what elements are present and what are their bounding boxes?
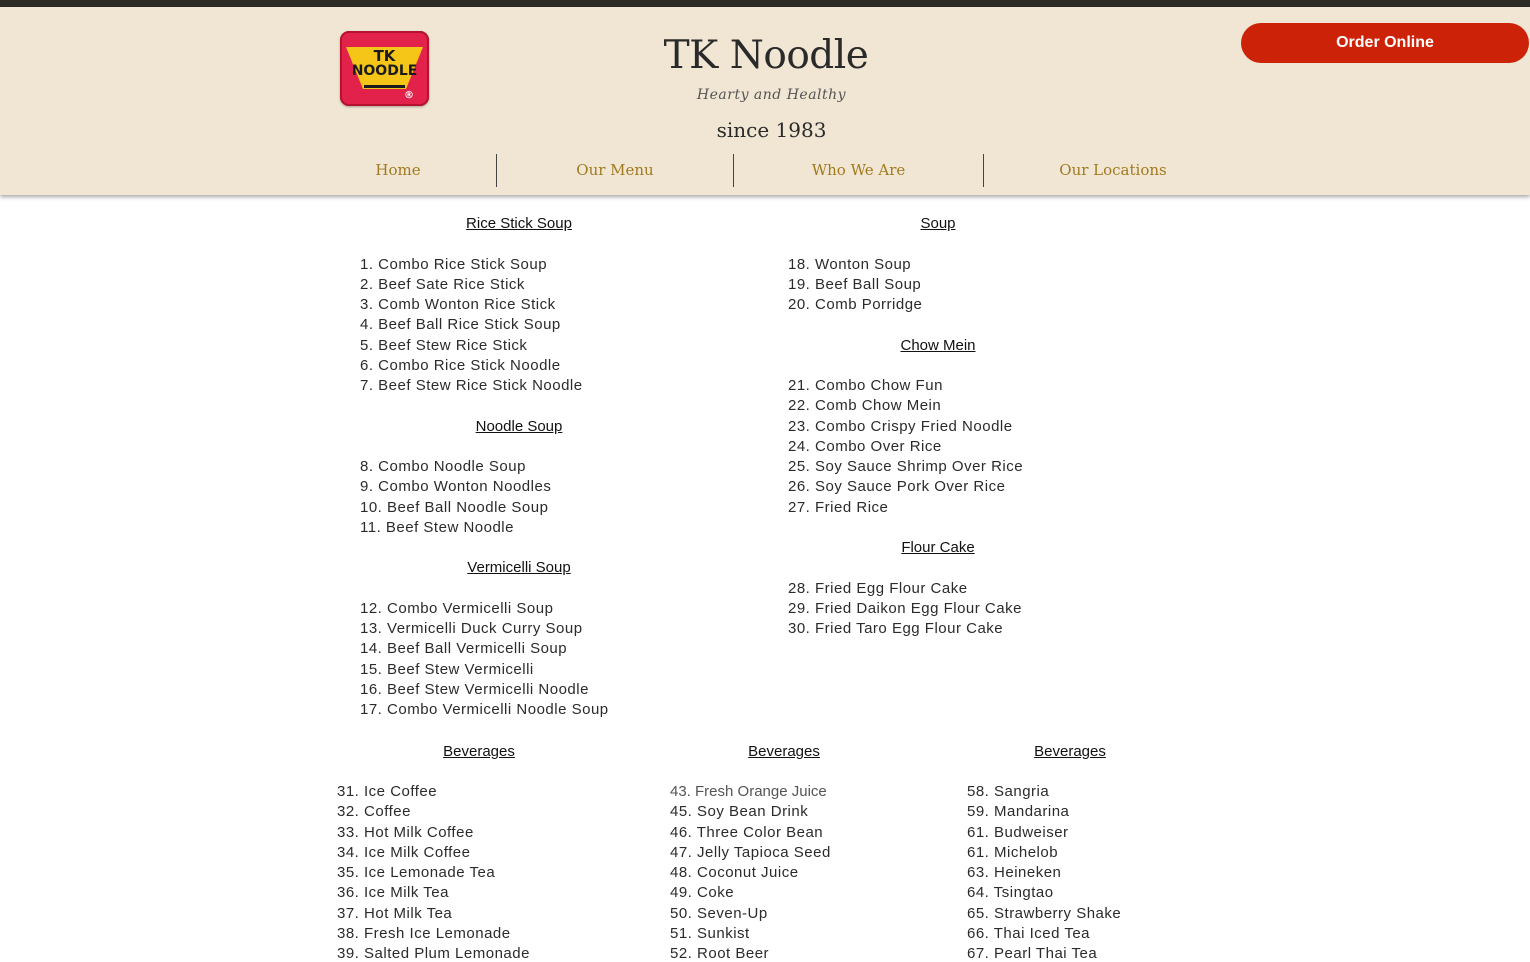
menu-item: 46. Three Color Bean <box>670 824 824 841</box>
menu-item: 18. Wonton Soup <box>788 256 912 273</box>
menu-item: 19. Beef Ball Soup <box>788 276 922 293</box>
menu-item: 47. Jelly Tapioca Seed <box>670 844 831 861</box>
menu-item: 7. Beef Stew Rice Stick Noodle <box>360 377 583 394</box>
order-online-button[interactable]: Order Online <box>1241 23 1529 63</box>
logo-text-tk: TK <box>373 47 396 65</box>
menu-item: 16. Beef Stew Vermicelli Noodle <box>360 681 589 698</box>
logo-underline <box>364 85 405 88</box>
menu-item: 61. Michelob <box>967 844 1059 861</box>
section-title-beverages-3: Beverages <box>1034 743 1106 760</box>
section-title-soup: Soup <box>920 215 956 232</box>
menu-item: 67. Pearl Thai Tea <box>967 945 1098 962</box>
menu-item: 17. Combo Vermicelli Noodle Soup <box>360 701 609 718</box>
nav-home[interactable]: Home <box>375 161 421 179</box>
menu-item: 20. Comb Porridge <box>788 296 923 313</box>
menu-item: 35. Ice Lemonade Tea <box>337 864 496 881</box>
menu-item: 15. Beef Stew Vermicelli <box>360 661 534 678</box>
menu-item: 32. Coffee <box>337 803 411 820</box>
section-title-beverages-1: Beverages <box>443 743 515 760</box>
menu-item: 31. Ice Coffee <box>337 783 438 800</box>
menu-item: 34. Ice Milk Coffee <box>337 844 471 861</box>
nav-our-menu[interactable]: Our Menu <box>576 161 654 179</box>
menu-item: 51. Sunkist <box>670 925 750 942</box>
section-title-flour-cake: Flour Cake <box>901 539 975 556</box>
brand-title: TK Noodle <box>663 33 869 78</box>
section-title-noodle-soup: Noodle Soup <box>475 418 563 435</box>
menu-item: 63. Heineken <box>967 864 1062 881</box>
tagline: Hearty and Healthy <box>696 87 847 103</box>
logo-registered-mark: ® <box>404 90 414 101</box>
logo-text-noodle: NOODLE <box>351 63 418 79</box>
menu-item: 4. Beef Ball Rice Stick Soup <box>360 316 561 333</box>
menu-item: 48. Coconut Juice <box>670 864 799 881</box>
site-header <box>0 7 1530 195</box>
menu-item: 11. Beef Stew Noodle <box>360 519 514 536</box>
menu-item: 49. Coke <box>670 884 735 901</box>
menu-item: 45. Soy Bean Drink <box>670 803 809 820</box>
menu-item: 3. Comb Wonton Rice Stick <box>360 296 556 313</box>
nav-who-we-are[interactable]: Who We Are <box>811 161 906 179</box>
menu-item: 25. Soy Sauce Shrimp Over Rice <box>788 458 1024 475</box>
menu-item: 50. Seven-Up <box>670 905 768 922</box>
menu-item: 26. Soy Sauce Pork Over Rice <box>788 478 1006 495</box>
menu-item: 36. Ice Milk Tea <box>337 884 449 901</box>
menu-item: 59. Mandarina <box>967 803 1070 820</box>
top-bar <box>0 0 1530 7</box>
menu-item: 22. Comb Chow Mein <box>788 397 942 414</box>
tk-noodle-logo[interactable] <box>340 31 429 106</box>
section-title-vermicelli-soup: Vermicelli Soup <box>467 559 571 576</box>
menu-item: 64. Tsingtao <box>967 884 1054 901</box>
menu-item: 61. Budweiser <box>967 824 1069 841</box>
menu-item: 5. Beef Stew Rice Stick <box>360 337 528 354</box>
menu-item: 14. Beef Ball Vermicelli Soup <box>360 640 568 657</box>
menu-item: 13. Vermicelli Duck Curry Soup <box>360 620 583 637</box>
menu-item: 24. Combo Over Rice <box>788 438 942 455</box>
menu-item: 30. Fried Taro Egg Flour Cake <box>788 620 1004 637</box>
menu-item: 21. Combo Chow Fun <box>788 377 943 394</box>
menu-item: 43. Fresh Orange Juice <box>670 783 827 800</box>
menu-item: 9. Combo Wonton Noodles <box>360 478 552 495</box>
section-title-chow-mein: Chow Mein <box>900 337 976 354</box>
menu-item: 33. Hot Milk Coffee <box>337 824 474 841</box>
section-title-rice-stick-soup: Rice Stick Soup <box>466 215 572 232</box>
menu-item: 52. Root Beer <box>670 945 770 962</box>
menu-item: 8. Combo Noodle Soup <box>360 458 526 475</box>
menu-item: 10. Beef Ball Noodle Soup <box>360 499 549 516</box>
menu-item: 6. Combo Rice Stick Noodle <box>360 357 561 374</box>
menu-item: 28. Fried Egg Flour Cake <box>788 580 968 597</box>
menu-item: 65. Strawberry Shake <box>967 905 1122 922</box>
menu-item: 27. Fried Rice <box>788 499 889 516</box>
nav-our-locations[interactable]: Our Locations <box>1059 161 1167 179</box>
menu-item: 1. Combo Rice Stick Soup <box>360 256 548 273</box>
menu-item: 37. Hot Milk Tea <box>337 905 453 922</box>
since-year: since 1983 <box>716 118 827 142</box>
menu-item: 38. Fresh Ice Lemonade <box>337 925 511 942</box>
menu-item: 58. Sangria <box>967 783 1050 800</box>
menu-item: 66. Thai Iced Tea <box>967 925 1091 942</box>
menu-item: 12. Combo Vermicelli Soup <box>360 600 554 617</box>
menu-item: 23. Combo Crispy Fried Noodle <box>788 418 1013 435</box>
menu-item: 39. Salted Plum Lemonade <box>337 945 530 962</box>
menu-item: 29. Fried Daikon Egg Flour Cake <box>788 600 1022 617</box>
section-title-beverages-2: Beverages <box>748 743 820 760</box>
menu-item: 2. Beef Sate Rice Stick <box>360 276 525 293</box>
